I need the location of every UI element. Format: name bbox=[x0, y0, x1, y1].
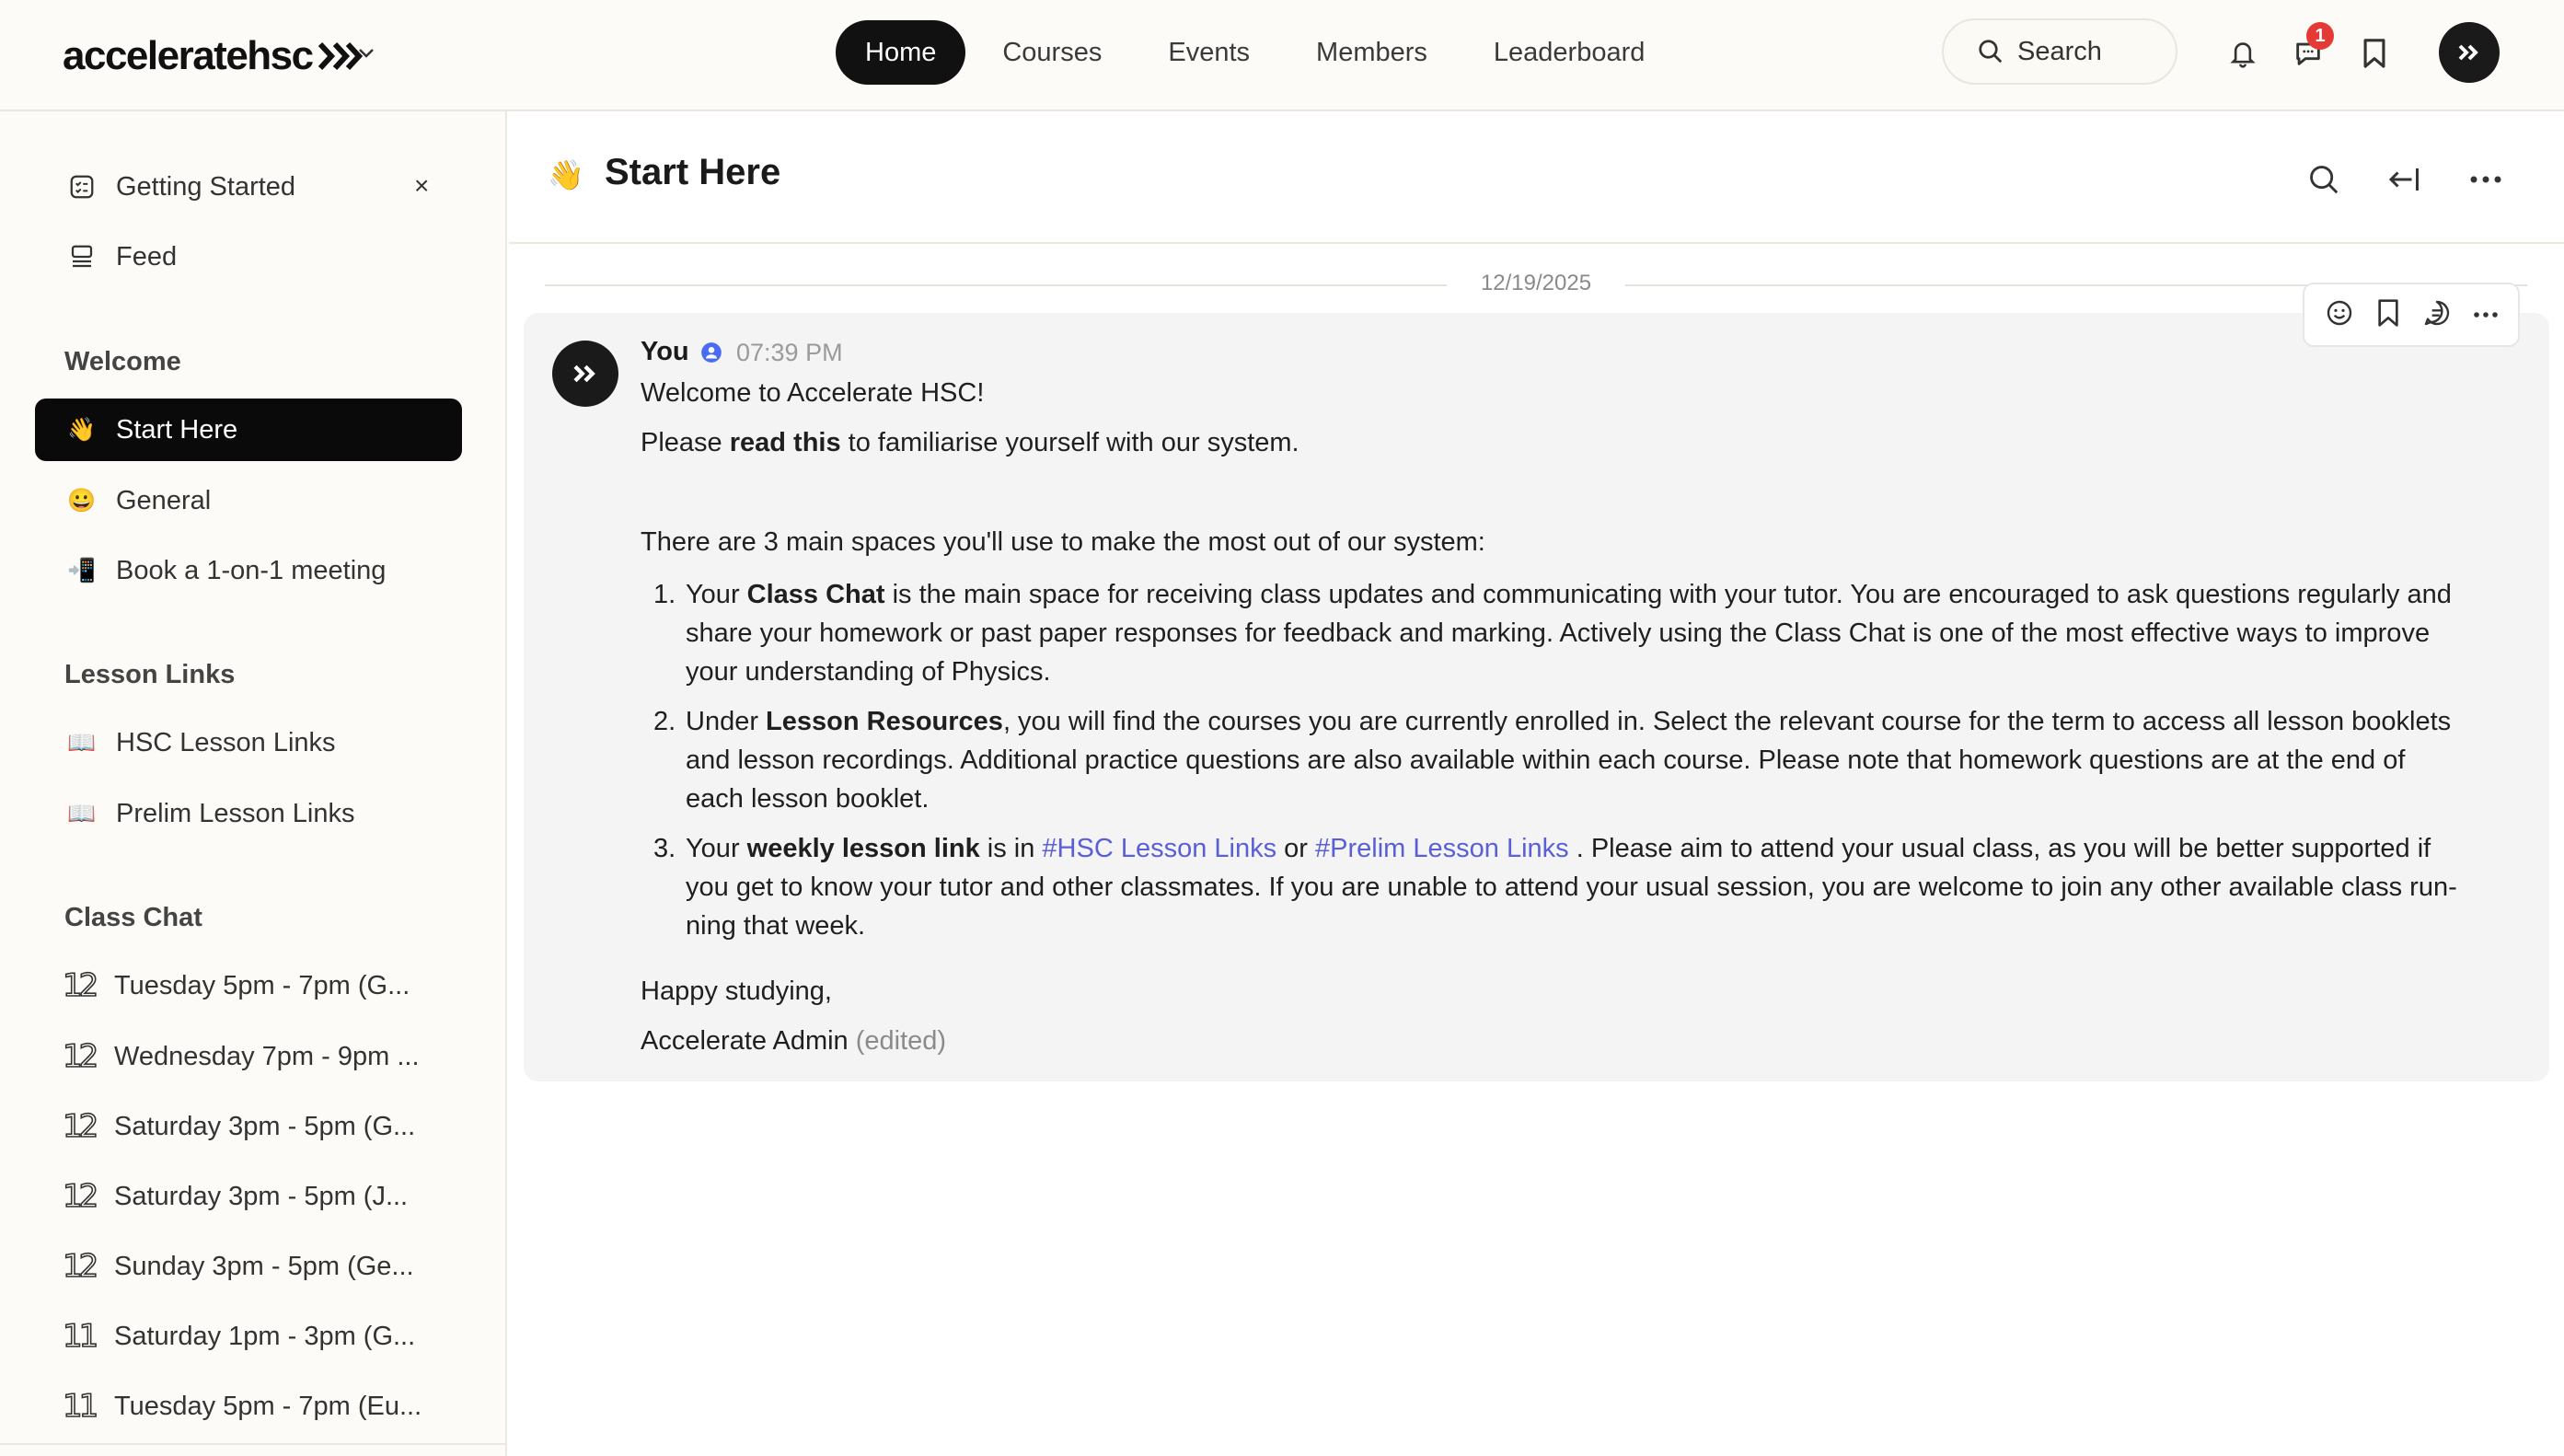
more-options-icon[interactable] bbox=[2466, 159, 2506, 200]
sidebar-item-label: Saturday 3pm - 5pm (J... bbox=[114, 1181, 409, 1211]
sidebar-item-label: Wednesday 7pm - 9pm ... bbox=[114, 1041, 420, 1071]
reply-thread-icon[interactable] bbox=[2422, 298, 2452, 332]
nav-leaderboard[interactable]: Leaderboard bbox=[1493, 37, 1646, 67]
nav-events[interactable]: Events bbox=[1168, 37, 1251, 67]
sidebar-item-label: Start Here bbox=[116, 414, 238, 445]
year-number-icon: 12 bbox=[63, 1038, 96, 1075]
channel-title: Start Here bbox=[605, 152, 781, 192]
message-signature: Accelerate Admin (edited) bbox=[641, 1026, 947, 1056]
waving-hand-icon: 👋 bbox=[67, 416, 97, 443]
emoji-react-icon[interactable] bbox=[2325, 298, 2354, 332]
brand-logo-text: acceleratehsc bbox=[63, 33, 313, 78]
message-author[interactable]: You bbox=[641, 337, 689, 366]
bookmark-icon[interactable] bbox=[2375, 298, 2401, 332]
channel-header bbox=[509, 111, 2564, 244]
sidebar-item-class-chat[interactable] bbox=[35, 1235, 462, 1298]
sidebar-item-class-chat[interactable] bbox=[35, 1305, 462, 1368]
sidebar-item-label: Feed bbox=[116, 241, 178, 272]
more-options-icon[interactable] bbox=[2473, 306, 2499, 323]
search-label: Search bbox=[2017, 36, 2102, 66]
top-bar bbox=[0, 0, 2564, 111]
message-line: There are 3 main spaces you'll use to make the most out of our system: bbox=[641, 527, 1485, 557]
list-item-line: each lesson booklet. bbox=[686, 784, 930, 814]
sidebar-item-class-chat[interactable] bbox=[35, 1375, 462, 1438]
list-item-line: Your weekly lesson link is in #HSC Lesson Links or #Prelim Lesson Links . Please aim to attend your usual class, as you will be better supported if bbox=[686, 834, 2431, 863]
nav-home[interactable]: Home bbox=[836, 20, 965, 85]
smiley-icon: 😀 bbox=[67, 487, 97, 514]
double-chevron-icon bbox=[2457, 43, 2481, 62]
sidebar-section-class-chat: Class Chat bbox=[64, 903, 202, 932]
sidebar-item-class-chat[interactable] bbox=[35, 1025, 462, 1088]
sidebar-item-class-chat[interactable] bbox=[35, 1165, 462, 1228]
year-number-icon: 12 bbox=[63, 1248, 96, 1285]
date-divider: 12/19/2025 bbox=[1480, 271, 1592, 295]
sidebar-item-hsc-lesson-links[interactable] bbox=[35, 711, 462, 774]
sidebar-section-lesson-links: Lesson Links bbox=[64, 660, 236, 689]
open-book-icon: 📖 bbox=[67, 729, 97, 756]
sidebar-item-label: Sunday 3pm - 5pm (Ge... bbox=[114, 1251, 414, 1281]
sidebar-item-label: HSC Lesson Links bbox=[116, 727, 336, 757]
sidebar-item-book-meeting[interactable] bbox=[35, 539, 462, 602]
year-number-icon: 11 bbox=[63, 1388, 96, 1425]
sidebar-item-label: Tuesday 5pm - 7pm (G... bbox=[114, 970, 410, 1000]
search-icon bbox=[1977, 38, 2004, 65]
close-icon[interactable]: × bbox=[414, 171, 430, 200]
list-number: 3. bbox=[653, 834, 676, 863]
list-item-line: Under Lesson Resources, you will find the courses you are currently enrolled in. Select the relevant course for the term to access all lesson booklets bbox=[686, 707, 2452, 736]
list-item-line: your understanding of Physics. bbox=[686, 657, 1051, 687]
date-divider-line bbox=[545, 284, 1447, 286]
notification-badge: 1 bbox=[2306, 22, 2334, 50]
year-number-icon: 12 bbox=[63, 1178, 96, 1215]
list-item-line: Your Class Chat is the main space for receiving class updates and communicating with your tutor. You are encouraged to ask questions regularly and bbox=[686, 580, 2452, 609]
edited-label: (edited) bbox=[855, 1026, 947, 1056]
sidebar-item-class-chat[interactable] bbox=[35, 954, 462, 1017]
open-book-icon: 📖 bbox=[67, 800, 97, 826]
sidebar-item-start-here[interactable] bbox=[35, 399, 462, 461]
author-avatar[interactable] bbox=[552, 341, 618, 407]
message-timestamp: 07:39 PM bbox=[736, 339, 843, 366]
brand-logo[interactable] bbox=[63, 35, 368, 77]
checklist-icon bbox=[66, 171, 98, 202]
search-icon[interactable] bbox=[2304, 159, 2344, 200]
phone-arrow-icon: 📲 bbox=[67, 557, 97, 584]
list-number: 1. bbox=[653, 580, 676, 609]
sidebar-item-general[interactable] bbox=[35, 469, 462, 532]
list-item-line: and lesson recordings. Additional practice questions are also available within each course. Please note that homework questions are at the end of bbox=[686, 745, 2406, 775]
message-line: Please read this to familiarise yourself with our system. bbox=[641, 428, 1299, 457]
sidebar-item-getting-started[interactable] bbox=[35, 156, 462, 218]
main-nav bbox=[836, 20, 1681, 85]
user-avatar[interactable] bbox=[2439, 22, 2500, 83]
message-line: Happy studying, bbox=[641, 976, 832, 1006]
sidebar-item-label: Saturday 1pm - 3pm (G... bbox=[114, 1321, 416, 1351]
sidebar-item-label: Getting Started bbox=[116, 171, 296, 202]
waving-hand-icon: 👋 bbox=[548, 158, 584, 191]
list-item-line: you get to know your tutor and other classmates. If you are unable to attend your usual session, you are welcome to join any other available class run- bbox=[686, 872, 2457, 902]
bell-icon[interactable] bbox=[2224, 35, 2261, 72]
hsc-lesson-links-mention[interactable]: #HSC Lesson Links bbox=[1042, 834, 1277, 863]
verified-user-icon bbox=[699, 341, 723, 369]
list-item-line: share your homework or past paper responses for feedback and marking. Actively using the Class Chat is one of the most effective ways to improve bbox=[686, 618, 2431, 648]
sidebar-item-label: Book a 1-on-1 meeting bbox=[116, 555, 387, 585]
message-actions-toolbar bbox=[2303, 283, 2520, 347]
year-number-icon: 11 bbox=[63, 1318, 96, 1355]
list-item-line: ning that week. bbox=[686, 911, 866, 941]
list-number: 2. bbox=[653, 707, 676, 736]
sidebar-item-prelim-lesson-links[interactable] bbox=[35, 782, 462, 845]
sidebar-item-class-chat[interactable] bbox=[35, 1095, 462, 1158]
sidebar-divider bbox=[0, 1443, 507, 1445]
sidebar-section-welcome: Welcome bbox=[64, 347, 181, 376]
prelim-lesson-links-mention[interactable]: #Prelim Lesson Links bbox=[1315, 834, 1569, 863]
chevron-down-icon[interactable] bbox=[355, 42, 377, 69]
feed-icon bbox=[66, 241, 98, 272]
sidebar-item-label: Saturday 3pm - 5pm (G... bbox=[114, 1111, 416, 1141]
bookmark-icon[interactable] bbox=[2356, 35, 2393, 72]
sidebar-item-label: Prelim Lesson Links bbox=[116, 798, 355, 828]
nav-courses[interactable]: Courses bbox=[1002, 37, 1103, 67]
message-line: Welcome to Accelerate HSC! bbox=[641, 378, 985, 408]
double-chevron-icon bbox=[572, 364, 599, 384]
sidebar-item-label: Tuesday 5pm - 7pm (Eu... bbox=[114, 1391, 422, 1421]
year-number-icon: 12 bbox=[63, 1108, 96, 1145]
search-button[interactable] bbox=[1942, 18, 2177, 85]
sidebar-item-feed[interactable] bbox=[35, 225, 462, 288]
collapse-panel-icon[interactable] bbox=[2385, 159, 2425, 200]
sidebar-item-label: General bbox=[116, 485, 212, 515]
nav-members[interactable]: Members bbox=[1316, 37, 1427, 67]
year-number-icon: 12 bbox=[63, 967, 96, 1004]
